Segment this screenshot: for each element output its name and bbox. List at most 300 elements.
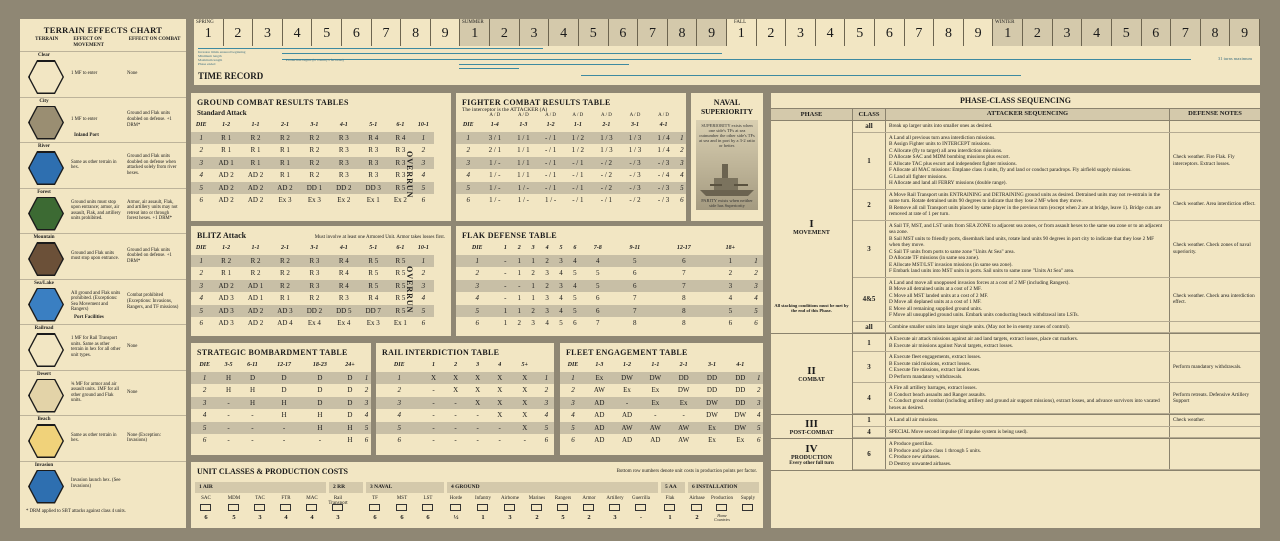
phase-name-cell (771, 439, 853, 470)
table-header (191, 242, 434, 255)
sbt-cell: - (251, 436, 254, 444)
blitz-cell: R 2 (211, 255, 240, 268)
ground-cell: AD 2 (241, 182, 270, 195)
season-winter: WINTER (995, 20, 1015, 25)
fighter-cell: - / 3 (621, 182, 650, 195)
sbt-cell: H (239, 397, 266, 410)
blitz-cell: R 4 (329, 280, 358, 293)
ground-row (191, 194, 434, 207)
sequence-item: A Execute fleet engagements, extract losses. (889, 354, 982, 360)
flak-cell: 2 (517, 319, 521, 327)
unit-symbol-icon (254, 504, 265, 511)
unit-label: Horde (449, 496, 463, 501)
defense-notes: Check weather. Fire Flak. Fly interceptors. Extract losses. (1173, 154, 1235, 167)
units-note: Bottom row numbers denote unit costs in production points per factor. (616, 469, 757, 474)
time-record-label: TIME RECORD (198, 71, 264, 81)
terrain-note: * DRM applied to SBT attacks against class 4 units. (26, 509, 126, 514)
unit-cost: 3 (613, 514, 617, 521)
fighter-col-header: 1-2 (546, 122, 555, 128)
rail-cell: X (453, 386, 459, 394)
fleet-cell: 1 (560, 372, 586, 385)
fleet-cell: DW (726, 422, 754, 435)
fleet-cell: AD (621, 411, 633, 419)
flak-col-header: 6 (573, 245, 577, 251)
ground-table (191, 119, 434, 207)
fighter-cell: 6 (466, 196, 470, 204)
rail-cell: 3 (376, 397, 423, 410)
blitz-cell: 2 (421, 269, 426, 277)
blitz-col-header: DIE (195, 245, 207, 251)
phase-row (853, 121, 1260, 133)
blitz-cell: Ex 1 (393, 319, 407, 327)
terrain-row (20, 188, 186, 234)
unit-classes-panel (191, 462, 763, 528)
rail-cell: - (432, 436, 435, 444)
sbt-cell: - (251, 411, 254, 419)
sequence-item: H Allocate and land all FERRY missions (double range). (889, 180, 1007, 186)
fleet-cell: 3 (754, 397, 763, 410)
ground-cell: 4 (421, 171, 426, 179)
flak-cell: 4 (568, 255, 582, 268)
fighter-ad: A / D (517, 113, 529, 118)
flak-cell: - (504, 294, 507, 302)
phase-class: 1 (853, 415, 886, 426)
ground-cell: Ex 2 (337, 196, 351, 204)
blitz-row (191, 317, 434, 330)
phase-row (853, 334, 1260, 352)
ground-row (191, 157, 434, 170)
rail-cell: X (423, 372, 445, 385)
flak-col-header: 7-8 (593, 245, 602, 251)
defense-notes: Check weather. (1173, 417, 1205, 423)
time-line-c (198, 48, 543, 49)
rail-cell: X (467, 372, 489, 385)
fleet-title: FLEET ENGAGEMENT TABLE (566, 348, 688, 357)
fighter-cell: - / 1 (538, 157, 564, 170)
fighter-cell: 2 / 1 (488, 146, 502, 154)
flak-col-header: 18+ (725, 245, 736, 251)
phase-body (771, 121, 1260, 471)
flak-cell: 5 (573, 269, 577, 277)
blitz-col-header: 1-1 (251, 245, 260, 251)
flak-cell: 4 (559, 294, 563, 302)
fighter-cell: 3 / 1 (481, 132, 510, 145)
blitz-cell: AD 2 (241, 305, 270, 318)
rail-cell: 4 (544, 411, 549, 419)
ground-overrun: OVERRUN (405, 151, 414, 199)
terrain-row (20, 233, 186, 279)
stack-note: All stacking conditions must be met by the end of this Phase. (774, 303, 849, 313)
rail-cell: 2 (544, 386, 549, 394)
sbt-cell: - (218, 422, 238, 435)
terrain-row (20, 97, 186, 143)
unit-symbol-icon (200, 504, 211, 511)
terrain-row (20, 415, 186, 461)
phase-row (853, 190, 1260, 221)
flak-cell: 4 (554, 305, 568, 318)
fighter-col-header: 3-1 (630, 122, 639, 128)
hex-icon (28, 151, 64, 185)
fighter-cell: 4 (466, 171, 470, 179)
sequence-item: E Move all remaining supplied ground units. (889, 305, 982, 312)
group-rr: 2 RR (329, 482, 363, 493)
sbt-cell: D (266, 372, 302, 385)
unit-symbol-icon (228, 504, 239, 511)
fighter-col-header: DIE (462, 122, 474, 128)
rail-row (376, 409, 554, 422)
flak-cell: 3 (749, 280, 763, 293)
fleet-cell: 3 (560, 397, 586, 410)
sbt-cell: D (338, 397, 362, 410)
fighter-cell: 1 / - (517, 196, 529, 204)
sbt-cell: 2 (364, 386, 369, 394)
sbt-col-header (362, 359, 371, 372)
phase-rows (853, 439, 1260, 470)
sbt-cell: 3 (362, 397, 371, 410)
terrain-extra: Port Facilities (74, 315, 104, 320)
terrain-name: Forest (37, 189, 51, 195)
terrain-movement: Invasion launch hex. (See Invasions) (71, 478, 121, 489)
fighter-col-header: 4-1 (659, 122, 668, 128)
terrain-cell (20, 280, 68, 325)
ground-cell: R 2 (270, 132, 299, 145)
flak-cell: 2 (754, 269, 758, 277)
fighter-cell: 6 (680, 196, 684, 204)
flak-cell: 7 (682, 269, 686, 277)
phase-name-cell (771, 121, 853, 333)
rail-panel (376, 343, 554, 455)
attacker-sequencing (886, 415, 1170, 426)
rail-cell: X (467, 397, 489, 410)
time-line-e (459, 64, 629, 65)
fighter-cell: 3 (678, 157, 686, 170)
fighter-row (456, 169, 686, 182)
blitz-cell: R 2 (270, 255, 299, 268)
turn-box: 8 (668, 19, 698, 46)
hex-icon (28, 424, 64, 458)
flak-cell: 5 (614, 255, 656, 268)
flak-cell: 8 (656, 305, 712, 318)
sbt-cell: - (318, 436, 322, 444)
phase-class: 4&5 (853, 278, 886, 321)
rail-row (376, 384, 554, 397)
unit-symbol-icon (664, 504, 675, 511)
ground-cell: R 3 (395, 146, 406, 154)
flak-col-header: 3 (531, 245, 535, 251)
terrain-name: Invasion (34, 462, 54, 468)
ground-cell: R 5 (388, 182, 413, 195)
flak-cell: 3 (554, 280, 568, 293)
flak-cell: 2 (531, 269, 535, 277)
ground-cell: 5 (191, 182, 211, 195)
phase-row (853, 278, 1260, 322)
unit-label: Rail Transport (328, 496, 348, 506)
defense-notes: Check weather. Check area interdiction effect. (1173, 292, 1255, 305)
time-line-f (581, 75, 1021, 76)
fighter-cell: - / 1 (544, 171, 557, 179)
fleet-cell: 6 (756, 436, 761, 444)
table-header (560, 359, 763, 372)
fleet-cell: AW (670, 422, 698, 435)
blitz-cell: AD 3 (211, 305, 240, 318)
phase-name: POST-COMBAT (789, 429, 834, 436)
ground-cell: 6 (199, 196, 203, 204)
fleet-cell: Ex (670, 397, 698, 410)
phase-class: 1 (853, 133, 886, 189)
fleet-cell: AW (593, 386, 605, 394)
ground-cell: DD 2 (329, 182, 358, 195)
fleet-cell: DD (698, 372, 726, 385)
sbt-cell: 5 (362, 422, 371, 435)
sequence-item: A Fire all artillery barrages, extract losses. (889, 385, 977, 391)
ground-col-header: 1-1 (251, 122, 260, 128)
fighter-cell: 1 / 4 (649, 132, 678, 145)
flak-cell: 6 (754, 319, 758, 327)
sbt-cell: - (227, 411, 230, 419)
rail-row (376, 422, 554, 435)
terrain-cell (20, 52, 68, 97)
ground-cell: DD 3 (359, 182, 388, 195)
flak-cell: 5 (595, 269, 600, 277)
sbt-panel (191, 343, 371, 455)
ground-cell: Ex 3 (307, 196, 321, 204)
sbt-row (191, 372, 371, 385)
turn-box: 2 (757, 19, 787, 46)
unit-cost: 1 (481, 514, 485, 521)
blitz-cell: R 3 (338, 294, 349, 302)
ground-cell: R 2 (300, 132, 329, 145)
unit-symbol-icon (609, 504, 620, 511)
ground-cell: R 3 (368, 171, 379, 179)
fighter-row (456, 144, 686, 157)
fleet-col-header: 1-1 (651, 362, 660, 368)
sequence-item: Combine smaller units into larger single units. (May not be in enemy zones of control). (889, 323, 1070, 330)
flak-cell: 2 (526, 305, 540, 318)
sequence-item: F Move all unsupplied ground units. Embark units conducting beach withdrawal into LSTs. (889, 312, 1079, 318)
sbt-title: STRATEGIC BOMBARDMENT TABLE (197, 348, 348, 357)
turn-box: 9 (697, 19, 727, 46)
fighter-ad: A / D (658, 113, 669, 118)
blitz-note: Must involve at least one Armored Unit. Armor takes losses first. (314, 235, 445, 240)
rail-col-header: 4 (498, 362, 502, 368)
naval-title-1: NAVAL (713, 98, 741, 107)
sbt-cell: D (317, 386, 323, 394)
blitz-cell: 6 (199, 319, 203, 327)
blitz-cell: 1 (413, 255, 434, 268)
flak-title: FLAK DEFENSE TABLE (462, 231, 557, 240)
time-record (194, 19, 1260, 85)
ground-col-header: 5-1 (369, 122, 378, 128)
fleet-cell: 5 (754, 422, 763, 435)
terrain-cell (20, 143, 68, 188)
sbt-col-header: 6-11 (247, 362, 258, 368)
blitz-cell: 2 (199, 269, 203, 277)
ground-cell: AD 2 (218, 171, 234, 179)
fighter-cell: - / 1 (538, 132, 564, 145)
fighter-cell: - / 3 (621, 157, 650, 170)
fighter-cell: - / 2 (592, 157, 621, 170)
terrain-col-terrain: TERRAIN (35, 37, 59, 42)
rail-row (376, 434, 554, 447)
hex-icon (28, 242, 64, 276)
terrain-combat: None (127, 389, 138, 395)
fighter-cell: 1 / 3 (600, 146, 613, 154)
blitz-cell: Ex 4 (337, 319, 351, 327)
ground-cell: R 3 (338, 146, 349, 154)
flak-cell: 1 (498, 305, 512, 318)
ground-subtitle: Standard Attack (197, 109, 247, 117)
terrain-effects-chart (20, 19, 186, 528)
sequence-item: F Embark land units into MST units in ports. Sail units to same zone "Units At Sea" area. (889, 268, 1075, 274)
unit-cost: 2 (587, 514, 591, 521)
unit-cost: 6 (373, 514, 377, 521)
sequence-item: A Sail TF, MST, and LST units from SEA ZONE to adjacent sea zones, or from assault hexes to the same sea zone or to an adjacent sea zone. (889, 222, 1163, 235)
sequence-item: A Produce guerrillas. (889, 441, 933, 447)
unit-symbol-icon (280, 504, 291, 511)
rail-cell: X (489, 397, 511, 410)
defense-notes (1170, 334, 1260, 351)
attacker-sequencing (886, 322, 1170, 333)
flak-cell: 6 (475, 319, 479, 327)
group-aa: 5 AA (661, 482, 685, 493)
fighter-cell: - / 1 (600, 196, 613, 204)
sequence-item: B Produce and place class 1 through 5 units. (889, 447, 982, 454)
phase-group-production (771, 439, 1260, 471)
unit-cost: 3 (508, 514, 512, 521)
turn-box: 2 (224, 19, 254, 46)
fighter-subtitle: The interceptor is the ATTACKER (A) (462, 107, 548, 113)
turn-box: 9 (431, 19, 461, 46)
unit-symbol-icon (450, 504, 461, 511)
unit-symbol-icon (306, 504, 317, 511)
rail-cell: - (476, 436, 479, 444)
warship-icon (696, 156, 758, 196)
sbt-cell: 1 (191, 372, 218, 385)
terrain-combat: None (127, 344, 138, 350)
blitz-col-header: 5-1 (369, 245, 378, 251)
phase-rows (853, 121, 1260, 333)
fleet-row (560, 397, 763, 410)
fighter-ad: A / D (545, 113, 557, 118)
blitz-col-header: 1-2 (222, 245, 231, 251)
fleet-cell: DD (670, 372, 698, 385)
sequence-item: A Land all air missions. (889, 417, 939, 423)
fighter-cell: - / 3 (649, 157, 678, 170)
fighter-table (456, 113, 686, 207)
turn-box: 5 (845, 19, 875, 46)
terrain-cell (20, 462, 68, 507)
terrain-row (20, 324, 186, 370)
unit-label: SAC (201, 496, 211, 501)
fighter-cell: 1 / 3 (592, 132, 621, 145)
sequence-item: E Allocate MST/LST invasion missions (in same sea zone). (889, 261, 1013, 268)
flak-cell: 7 (656, 280, 712, 293)
fleet-cell: AW (678, 436, 690, 444)
phase-group-postcombat (771, 415, 1260, 439)
defense-notes: Check weather. Check zones of naval superiority. (1173, 242, 1251, 255)
ground-cell: AD 2 (218, 196, 234, 204)
sbt-col-header: 3-5 (224, 362, 233, 368)
unit-symbol-icon (422, 504, 433, 511)
rail-col-header: 2 (454, 362, 458, 368)
fighter-cell: - / 3 (657, 196, 670, 204)
naval-footer: PARITY exists when neither side has Superiority (701, 198, 753, 208)
unit-cost: 5 (561, 514, 565, 521)
blitz-cell: R 4 (368, 294, 379, 302)
rail-cell: - (423, 397, 445, 410)
table-header (456, 242, 763, 255)
table-header (456, 119, 686, 132)
attacker-sequencing (886, 352, 1170, 382)
blitz-cell: R 3 (300, 255, 329, 268)
terrain-name: Desert (37, 371, 51, 377)
ground-cell: R 3 (329, 157, 358, 170)
turn-box: 7 (638, 19, 668, 46)
attacker-sequencing (886, 439, 1170, 469)
fleet-cell: DD (735, 386, 746, 394)
blitz-title: BLITZ Attack (197, 231, 247, 240)
ground-cell: R 3 (359, 157, 388, 170)
sequence-item: A Execute air attack missions against air and land targets, extract losses, place cut markers. (889, 336, 1079, 342)
ground-cell: R 1 (221, 146, 232, 154)
rail-cell: 2 (397, 386, 401, 394)
terrain-combat: Armor, air assault, Flak, and artillery units may not retreat into or through forest hexes. +1 DRM* (127, 199, 178, 222)
fleet-row (560, 434, 763, 447)
ground-cell: 6 (421, 196, 426, 204)
sequence-item: D Destroy unwanted airbases. (889, 460, 952, 467)
blitz-cell: Ex 4 (307, 319, 321, 327)
flak-cell: 1 (503, 319, 508, 327)
phase-group-movement (771, 121, 1260, 334)
blitz-row (191, 305, 434, 318)
table-header (191, 119, 434, 132)
group-naval: 3 NAVAL (366, 482, 444, 493)
blitz-cell: 4 (199, 294, 203, 302)
ground-cell: AD 2 (211, 182, 240, 195)
sbt-cell: H (226, 386, 232, 394)
hex-icon (28, 379, 64, 413)
phase-row (853, 221, 1260, 278)
flak-cell: - (504, 269, 507, 277)
flak-cell: 1 (526, 255, 540, 268)
flak-cell: 4 (568, 280, 582, 293)
sequence-item: B Sail MST units to friendly ports, disembark land units, rotate land units 90 degrees in port city to indicate that they lose 2 MF when they move. (889, 235, 1155, 248)
blitz-cell: R 4 (338, 269, 349, 277)
unit-symbol-icon (369, 504, 380, 511)
fleet-col-header: 2-1 (679, 362, 688, 368)
rail-cell: - (523, 436, 526, 444)
blitz-col-header: 2-1 (280, 245, 289, 251)
fleet-cell: Ex (698, 422, 726, 435)
unit-label: TF (372, 496, 378, 501)
sequence-item: SPECIAL Move second impulse (if impulse system is being used). (889, 428, 1028, 435)
unit-cost: 4 (284, 514, 288, 521)
blitz-cell: R 5 (388, 255, 413, 268)
flak-row (456, 292, 763, 305)
phase-name-cell (771, 415, 853, 438)
sequence-item: C Move all MST landed units at a cost of 2 MF. (889, 292, 989, 299)
rail-col-header: 3 (476, 362, 480, 368)
terrain-header (20, 35, 186, 51)
phase-name-cell (771, 334, 853, 414)
rail-cell: - (467, 422, 489, 435)
unit-label: FTR (281, 496, 291, 501)
unit-symbol-icon (583, 504, 594, 511)
flak-cell: 4 (754, 294, 758, 302)
sbt-cell: H (266, 397, 302, 410)
fleet-cell: DW (677, 386, 690, 394)
phase-row (853, 352, 1260, 383)
